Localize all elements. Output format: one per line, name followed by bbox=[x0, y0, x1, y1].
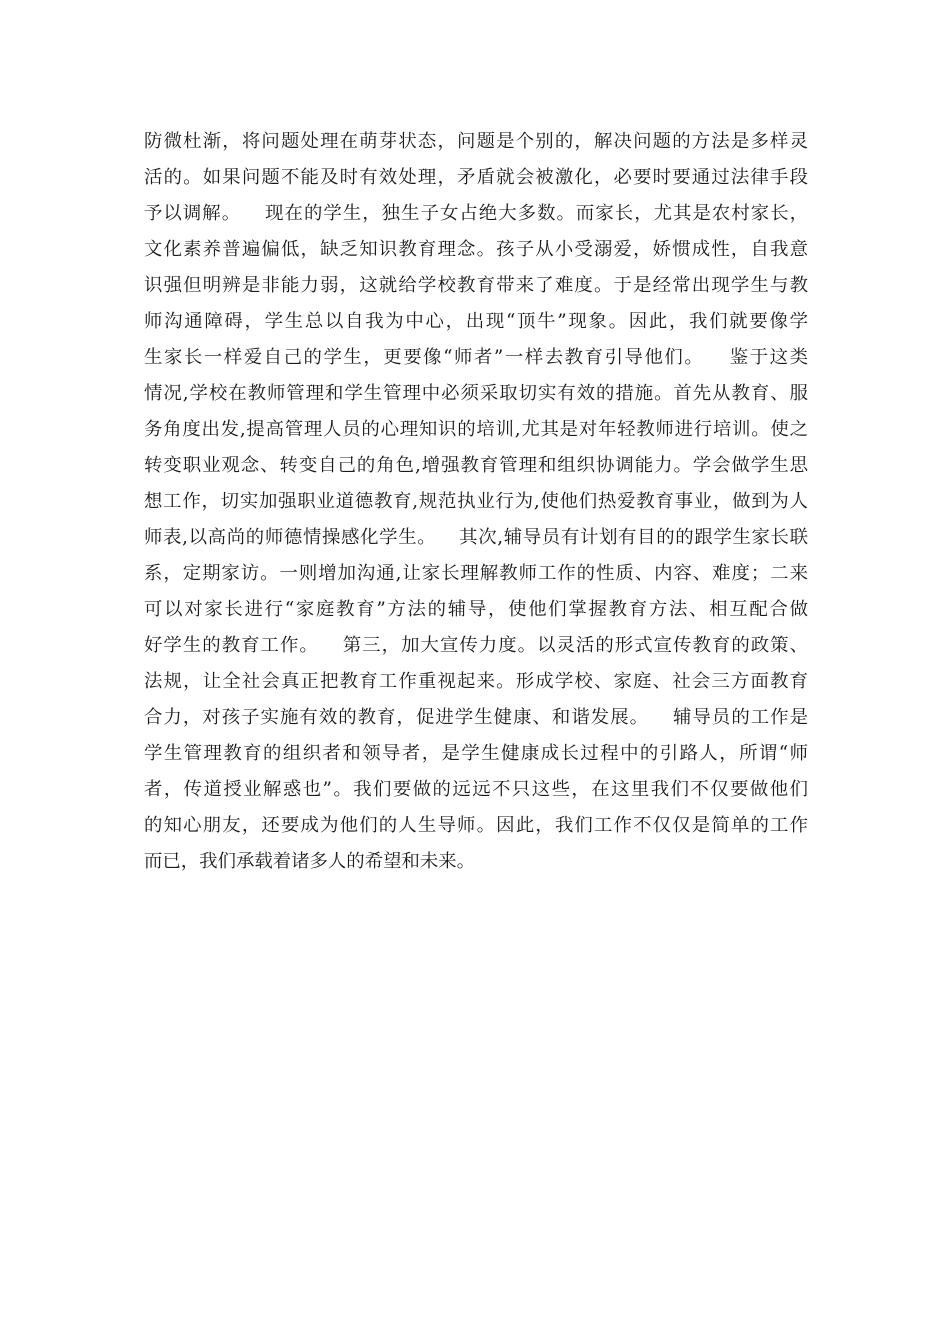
text-line-21: 而已，我们承载着诸多人的希望和未来。 bbox=[144, 851, 476, 872]
text-line-5: 识强但明辨是非能力弱，这就给学校教育带来了难度。于是经常出现学生与教 bbox=[144, 275, 808, 296]
text-line-7: 生家长一样爱自己的学生，更要像“师者”一样去教育引导他们。 鉴于这类 bbox=[144, 347, 808, 368]
text-line-6: 师沟通障碍，学生总以自我为中心，出现“顶牛”现象。因此，我们就要像学 bbox=[144, 311, 808, 332]
text-line-13: 系，定期家访。一则增加沟通,让家长理解教师工作的性质、内容、难度；二来 bbox=[144, 563, 808, 584]
body-text bbox=[144, 124, 808, 880]
text-line-11: 想工作，切实加强职业道德教育,规范执业行为,使他们热爱教育事业，做到为人 bbox=[144, 491, 808, 512]
text-line-15: 好学生的教育工作。 第三，加大宣传力度。以灵活的形式宣传教育的政策、 bbox=[144, 635, 808, 656]
text-line-20: 的知心朋友，还要成为他们的人生导师。因此，我们工作不仅仅是简单的工作 bbox=[144, 815, 808, 836]
text-line-2: 活的。如果问题不能及时有效处理，矛盾就会被激化，必要时要通过法律手段 bbox=[144, 167, 808, 188]
text-line-10: 转变职业观念、转变自己的角色,增强教育管理和组织协调能力。学会做学生思 bbox=[144, 455, 808, 476]
text-line-16: 法规，让全社会真正把教育工作重视起来。形成学校、家庭、社会三方面教育 bbox=[144, 671, 808, 692]
text-line-19: 者，传道授业解惑也”。我们要做的远远不只这些，在这里我们不仅要做他们 bbox=[144, 779, 808, 800]
text-line-4: 文化素养普遍偏低，缺乏知识教育理念。孩子从小受溺爱，娇惯成性，自我意 bbox=[144, 239, 808, 260]
text-line-14: 可以对家长进行“家庭教育”方法的辅导，使他们掌握教育方法、相互配合做 bbox=[144, 599, 808, 620]
text-line-9: 务角度出发,提高管理人员的心理知识的培训,尤其是对年轻教师进行培训。使之 bbox=[144, 419, 808, 440]
text-line-18: 学生管理教育的组织者和领导者，是学生健康成长过程中的引路人，所谓“师 bbox=[144, 743, 808, 764]
text-line-12: 师表,以高尚的师德情操感化学生。 其次,辅导员有计划有目的的跟学生家长联 bbox=[144, 527, 808, 548]
text-line-17: 合力，对孩子实施有效的教育，促进学生健康、和谐发展。 辅导员的工作是 bbox=[144, 707, 808, 728]
text-line-3: 予以调解。 现在的学生，独生子女占绝大多数。而家长，尤其是农村家长， bbox=[144, 203, 808, 224]
text-line-8: 情况,学校在教师管理和学生管理中必须采取切实有效的措施。首先从教育、服 bbox=[144, 383, 808, 404]
text-line-1: 防微杜渐，将问题处理在萌芽状态，问题是个别的，解决问题的方法是多样灵 bbox=[144, 131, 808, 152]
